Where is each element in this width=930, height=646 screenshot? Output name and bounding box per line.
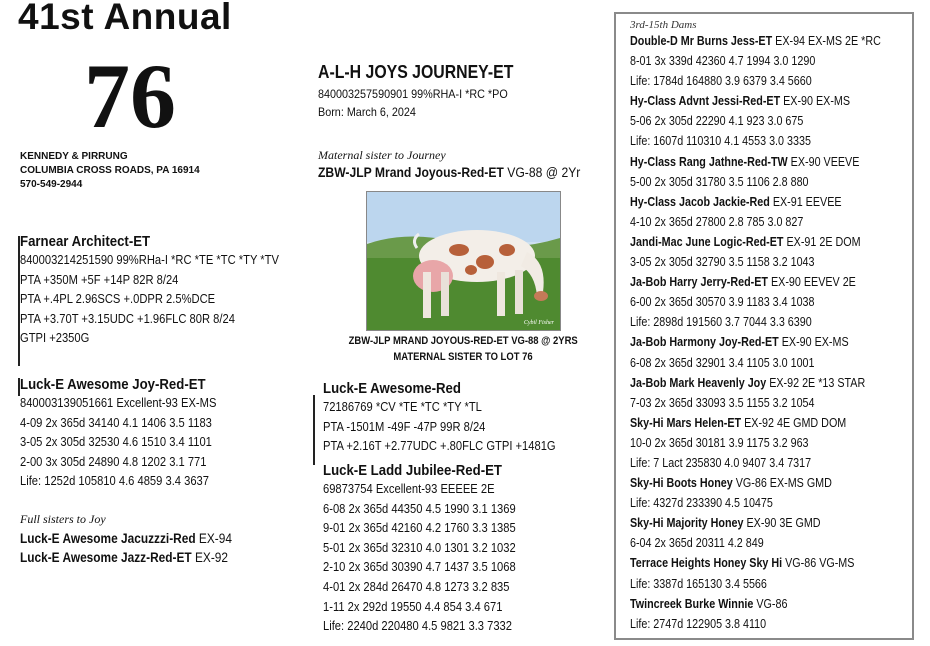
consignor-address: COLUMBIA CROSS ROADS, PA 16914 bbox=[20, 165, 200, 176]
dam-record-line bbox=[630, 533, 881, 553]
dam-record-line bbox=[630, 252, 881, 272]
dam-name: Double-D Mr Burns Jess-ET bbox=[630, 34, 773, 48]
animal-id: 840003257590901 99%RHA-I *RC *PO bbox=[318, 87, 508, 101]
dam-name-line bbox=[630, 473, 881, 493]
dam-detail: 8-01 3x 339d 42360 4.7 1994 3.0 1290 bbox=[630, 54, 816, 69]
dams-list bbox=[630, 19, 922, 634]
dam-detail: 7-03 2x 365d 33093 3.5 1155 3.2 1054 bbox=[630, 395, 815, 410]
dam-name-line bbox=[630, 594, 881, 614]
dam-name: Jandi-Mac June Logic-Red-ET bbox=[630, 234, 784, 249]
dam-name: Terrace Heights Honey Sky Hi bbox=[630, 556, 783, 571]
dam-name-line bbox=[630, 91, 881, 111]
photo-caption-line-2: MATERNAL SISTER TO LOT 76 bbox=[393, 351, 533, 363]
dam-record-line bbox=[630, 51, 881, 71]
dam-record-line bbox=[630, 131, 881, 151]
dam-detail: 6-08 2x 365d 32901 3.4 1105 3.0 1001 bbox=[630, 355, 815, 370]
animal-block bbox=[318, 62, 540, 119]
maternal-sister-score: VG-88 @ 2Yr bbox=[507, 165, 581, 180]
dam-detail: Life: 4327d 233390 4.5 10475 bbox=[630, 496, 773, 511]
dam-line: 2-00 3x 305d 24890 4.8 1202 3.1 771 bbox=[20, 453, 207, 469]
full-sister-item bbox=[20, 548, 232, 567]
dam-detail: Life: 2747d 122905 3.8 4110 bbox=[630, 616, 767, 631]
dam-detail: EX-91 2E DOM bbox=[783, 234, 861, 249]
dam-detail: EX-90 3E GMD bbox=[743, 516, 821, 531]
dam-name-line bbox=[630, 192, 881, 212]
dam-name: Ja-Bob Harmony Joy-Red-ET bbox=[630, 335, 779, 350]
photo-watermark: Cybil Fisher bbox=[523, 320, 554, 326]
consignor-phone: 570-549-2944 bbox=[20, 179, 83, 190]
sire-line: PTA +3.70T +3.15UDC +1.96FLC 80R 8/24 bbox=[20, 310, 235, 326]
dam-sire-line: PTA +2.16T +2.77UDC +.80FLC GTPI +1481G bbox=[323, 438, 556, 454]
dam-detail: VG-86 bbox=[753, 596, 788, 611]
dam-detail: EX-94 EX-MS 2E *RC bbox=[772, 34, 881, 48]
sire-line: GTPI +2350G bbox=[20, 330, 90, 346]
dam-name: Hy-Class Rang Jathne-Red-TW bbox=[630, 154, 788, 169]
granddam-line: 9-01 2x 365d 42160 4.2 1760 3.3 1385 bbox=[323, 520, 516, 536]
full-sister-name: Luck-E Awesome Jacuzzzi-Red bbox=[20, 531, 196, 546]
dam-record-line bbox=[630, 353, 881, 373]
full-sisters-note: Full sisters to Joy bbox=[20, 512, 106, 526]
dam-line: 3-05 2x 305d 32530 4.6 1510 3.4 1101 bbox=[20, 434, 212, 450]
full-sisters-block bbox=[20, 512, 261, 567]
full-sister-score: EX-92 bbox=[194, 550, 228, 565]
dam-detail: VG-86 VG-MS bbox=[782, 556, 855, 571]
dam-name: Ja-Bob Harry Jerry-Red-ET bbox=[630, 275, 769, 290]
cow-illustration bbox=[367, 192, 560, 330]
sire-line: PTA +.4PL 2.96SCS +.0DPR 2.5%DCE bbox=[20, 291, 216, 307]
sire-line: PTA +350M +5F +14P 82R 8/24 bbox=[20, 271, 179, 287]
dam-detail: Life: 1607d 110310 4.1 4553 3.0 3335 bbox=[630, 134, 811, 149]
dam-detail: VG-86 EX-MS GMD bbox=[732, 476, 832, 491]
dam-record-line bbox=[630, 212, 881, 232]
dam-name-line bbox=[630, 553, 881, 573]
cow-photo bbox=[366, 191, 561, 331]
dam-name: Sky-Hi Majority Honey bbox=[630, 516, 744, 531]
dam-detail: Life: 3387d 165130 3.4 5566 bbox=[630, 576, 767, 591]
dam-line: 840003139051661 Excellent-93 EX-MS bbox=[20, 395, 217, 410]
dam-name: Twincreek Burke Winnie bbox=[630, 596, 754, 611]
dam-sire-name: Luck-E Awesome-Red bbox=[323, 380, 461, 397]
sale-title: 41st Annual bbox=[18, 0, 232, 37]
lot-number: 76 bbox=[84, 45, 176, 147]
granddam-line: 1-11 2x 292d 19550 4.4 854 3.4 671 bbox=[323, 598, 503, 614]
dam-detail: EX-90 EEVEV 2E bbox=[768, 275, 856, 290]
dam-detail: 3-05 2x 305d 32790 3.5 1158 3.2 1043 bbox=[630, 255, 815, 270]
dam-record-line bbox=[630, 393, 881, 413]
dam-detail: EX-92 2E *13 STAR bbox=[766, 375, 866, 390]
dam-name-line bbox=[630, 152, 881, 172]
granddam-line: 5-01 2x 365d 32310 4.0 1301 3.2 1032 bbox=[323, 539, 516, 555]
full-sister-item bbox=[20, 529, 232, 548]
maternal-sister-name: ZBW-JLP Mrand Joyous-Red-ET bbox=[318, 165, 504, 180]
photo-caption bbox=[318, 333, 608, 365]
dam-detail: Life: 7 Lact 235830 4.0 9407 3.4 7317 bbox=[630, 455, 812, 470]
dam-name-line bbox=[630, 332, 881, 352]
dam-record-line bbox=[630, 312, 881, 332]
consignor-name: KENNEDY & PIRRUNG bbox=[20, 151, 128, 162]
granddam-name: Luck-E Ladd Jubilee-Red-ET bbox=[323, 462, 502, 479]
sire-name: Farnear Architect-ET bbox=[20, 233, 151, 250]
dam-lines bbox=[630, 31, 922, 634]
granddam-line: 6-08 2x 365d 44350 4.5 1990 3.1 1369 bbox=[323, 500, 516, 516]
dam-name: Hy-Class Jacob Jackie-Red bbox=[630, 194, 770, 209]
dam-record-line bbox=[630, 614, 881, 634]
dam-detail: EX-90 VEEVE bbox=[787, 154, 860, 169]
consignor-block bbox=[20, 150, 200, 192]
dam-detail: Life: 2898d 191560 3.7 7044 3.3 6390 bbox=[630, 315, 812, 330]
dam-sire-line: PTA -1501M -49F -47P 99R 8/24 bbox=[323, 418, 486, 434]
animal-born: Born: March 6, 2024 bbox=[318, 105, 416, 119]
animal-name: A-L-H JOYS JOURNEY-ET bbox=[318, 62, 514, 82]
dam-name: Sky-Hi Mars Helen-ET bbox=[630, 415, 742, 430]
dam-record-line bbox=[630, 574, 881, 594]
dam-record-line bbox=[630, 172, 881, 192]
dam-detail: 6-00 2x 365d 30570 3.9 1183 3.4 1038 bbox=[630, 295, 815, 310]
dams-heading: 3rd-15th Dams bbox=[630, 19, 697, 31]
granddam-line: 2-10 2x 365d 30390 4.7 1437 3.5 1068 bbox=[323, 559, 516, 575]
dam-line: Life: 1252d 105810 4.6 4859 3.4 3637 bbox=[20, 473, 209, 489]
dam-sire-bracket bbox=[313, 395, 315, 465]
granddam-line: Life: 2240d 220480 4.5 9821 3.3 7332 bbox=[323, 618, 512, 634]
granddam-line: 4-01 2x 284d 26470 4.8 1273 3.2 835 bbox=[323, 578, 510, 594]
dam-detail: EX-90 EX-MS bbox=[778, 335, 849, 350]
dam-record-line bbox=[630, 71, 881, 91]
dam-detail: 5-06 2x 305d 22290 4.1 923 3.0 675 bbox=[630, 114, 804, 129]
maternal-sister-block bbox=[318, 148, 610, 180]
granddam-line: 69873754 Excellent-93 EEEEE 2E bbox=[323, 481, 495, 496]
dam-detail: Life: 1784d 164880 3.9 6379 3.4 5660 bbox=[630, 74, 812, 89]
dam-record-line bbox=[630, 111, 881, 131]
dam-name: Hy-Class Advnt Jessi-Red-ET bbox=[630, 94, 781, 109]
dam-name-line bbox=[630, 373, 881, 393]
dam-detail: 6-04 2x 365d 20311 4.2 849 bbox=[630, 536, 764, 551]
dams-box bbox=[614, 12, 914, 640]
dam-detail: 5-00 2x 305d 31780 3.5 1106 2.8 880 bbox=[630, 174, 809, 189]
full-sister-score: EX-94 bbox=[198, 531, 232, 546]
dam-name-line bbox=[630, 413, 881, 433]
dam-detail: 4-10 2x 365d 27800 2.8 785 3.0 827 bbox=[630, 214, 804, 229]
maternal-sister-note: Maternal sister to Journey bbox=[318, 148, 446, 162]
dam-name-line bbox=[630, 232, 881, 252]
dam-block bbox=[20, 376, 248, 491]
dam-detail: EX-91 EEVEE bbox=[769, 194, 842, 209]
dam-detail: EX-92 4E GMD DOM bbox=[741, 415, 847, 430]
sire-block bbox=[20, 233, 321, 348]
dam-detail: EX-90 EX-MS bbox=[780, 94, 851, 109]
dam-record-line bbox=[630, 292, 881, 312]
sire-line: 840003214251590 99%RHa-I *RC *TE *TC *TY *TV bbox=[20, 252, 279, 267]
granddam-block bbox=[323, 462, 547, 636]
dam-name-line bbox=[630, 513, 881, 533]
dam-name-line bbox=[630, 31, 881, 51]
photo-caption-line-1: ZBW-JLP MRAND JOYOUS-RED-ET VG-88 @ 2YRS bbox=[348, 335, 578, 347]
dam-record-line bbox=[630, 493, 881, 513]
dam-detail: 10-0 2x 365d 30181 3.9 1175 3.2 963 bbox=[630, 435, 809, 450]
dam-record-line bbox=[630, 453, 881, 473]
dam-name: Sky-Hi Boots Honey bbox=[630, 476, 733, 491]
dam-line: 4-09 2x 365d 34140 4.1 1406 3.5 1183 bbox=[20, 414, 212, 430]
full-sister-name: Luck-E Awesome Jazz-Red-ET bbox=[20, 550, 192, 565]
dam-name: Luck-E Awesome Joy-Red-ET bbox=[20, 376, 206, 393]
dam-sire-line: 72186769 *CV *TE *TC *TY *TL bbox=[323, 399, 482, 414]
dam-record-line bbox=[630, 433, 881, 453]
dam-name: Ja-Bob Mark Heavenly Joy bbox=[630, 375, 767, 390]
dam-name-line bbox=[630, 272, 881, 292]
dam-sire-block bbox=[323, 380, 594, 456]
